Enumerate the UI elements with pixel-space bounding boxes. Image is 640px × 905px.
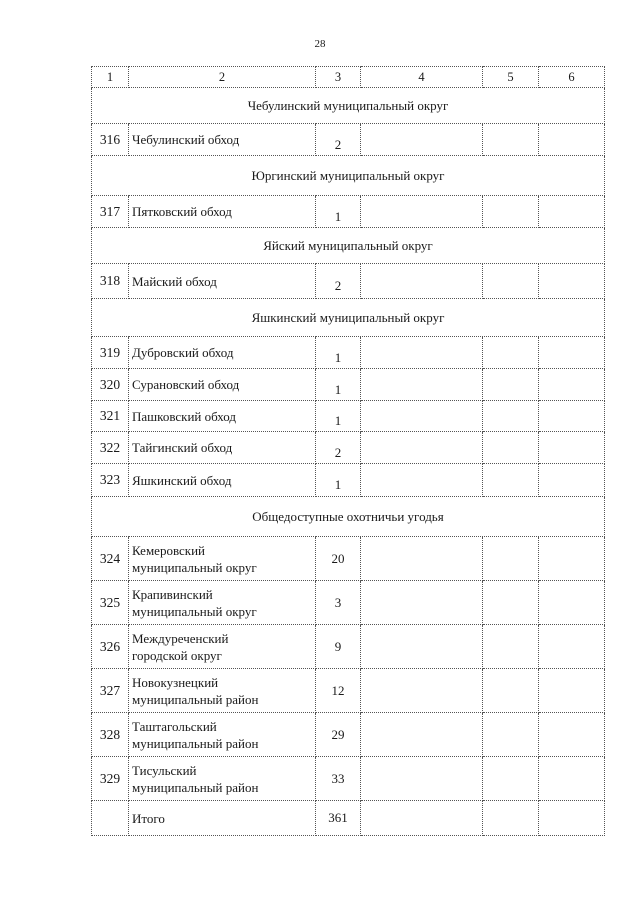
row-number: 328	[92, 713, 129, 757]
row-name	[129, 581, 316, 625]
table-row	[92, 581, 605, 625]
row-name: Пятковский обход	[129, 196, 316, 228]
section-header-row	[92, 156, 605, 196]
row-name: Яшкинский обход	[129, 464, 316, 497]
row-quantity: 29	[316, 713, 361, 757]
row-number: 321	[92, 401, 129, 432]
row-name: Сурановский обход	[129, 369, 316, 401]
section-header-row	[92, 299, 605, 337]
column-header: 2	[129, 67, 316, 88]
row-name	[129, 537, 316, 581]
column-header: 4	[361, 67, 483, 88]
section-header-row	[92, 88, 605, 124]
empty-cell	[483, 464, 539, 497]
table-row	[92, 337, 605, 369]
row-number: 320	[92, 369, 129, 401]
row-name-line: муниципальный округ	[132, 603, 257, 619]
row-quantity: 33	[316, 757, 361, 801]
section-header-row	[92, 497, 605, 537]
empty-cell	[483, 713, 539, 757]
row-quantity	[316, 464, 361, 497]
hunting-grounds-table	[91, 66, 605, 836]
empty-cell	[361, 124, 483, 156]
section-title: Яйский муниципальный округ	[92, 228, 605, 264]
row-quantity	[316, 337, 361, 369]
empty-cell	[539, 537, 605, 581]
row-name: Дубровский обход	[129, 337, 316, 369]
empty-cell	[539, 581, 605, 625]
row-name: Пашковский обход	[129, 401, 316, 432]
empty-cell	[483, 757, 539, 801]
column-header: 5	[483, 67, 539, 88]
empty-cell	[483, 369, 539, 401]
empty-cell	[361, 264, 483, 299]
row-name	[129, 669, 316, 713]
table-row	[92, 196, 605, 228]
table-row	[92, 537, 605, 581]
row-number: 327	[92, 669, 129, 713]
row-name-line: городской округ	[132, 647, 222, 663]
empty-cell	[361, 537, 483, 581]
row-number: 323	[92, 464, 129, 497]
empty-cell	[539, 369, 605, 401]
row-name-line: муниципальный район	[132, 691, 259, 707]
section-title: Чебулинский муниципальный округ	[92, 88, 605, 124]
row-name-line: муниципальный район	[132, 735, 259, 751]
table-row	[92, 401, 605, 432]
empty-cell	[483, 124, 539, 156]
row-quantity	[316, 369, 361, 401]
column-header: 6	[539, 67, 605, 88]
row-name	[129, 713, 316, 757]
row-quantity-value: 2	[334, 136, 342, 152]
empty-cell	[483, 264, 539, 299]
row-name	[129, 625, 316, 669]
row-quantity-value: 1	[334, 477, 342, 492]
row-quantity	[316, 124, 361, 156]
empty-cell	[361, 669, 483, 713]
row-quantity-value: 2	[334, 444, 342, 460]
row-name-line: муниципальный округ	[132, 559, 257, 575]
row-name-line: Кемеровский	[132, 542, 206, 558]
empty-cell	[361, 581, 483, 625]
row-number: 329	[92, 757, 129, 801]
row-quantity	[316, 196, 361, 228]
row-quantity-value: 1	[334, 413, 342, 428]
table-row	[92, 124, 605, 156]
column-header: 3	[316, 67, 361, 88]
row-number: 316	[92, 124, 129, 156]
empty-cell	[361, 757, 483, 801]
table-row	[92, 369, 605, 401]
empty-cell	[361, 337, 483, 369]
row-name-line: Крапивинский	[132, 586, 213, 602]
row-quantity-value: 1	[334, 208, 342, 224]
empty-cell	[483, 801, 539, 836]
empty-cell	[483, 337, 539, 369]
row-name-line: Таштагольский	[132, 718, 217, 734]
row-quantity: 20	[316, 537, 361, 581]
row-name: Чебулинский обход	[129, 124, 316, 156]
row-quantity-value: 1	[334, 349, 342, 365]
empty-cell	[361, 401, 483, 432]
empty-cell	[539, 337, 605, 369]
section-header-row	[92, 228, 605, 264]
row-name: Тайгинский обход	[129, 432, 316, 464]
empty-cell	[361, 625, 483, 669]
row-quantity: 9	[316, 625, 361, 669]
row-number: 319	[92, 337, 129, 369]
row-quantity	[316, 432, 361, 464]
empty-cell	[361, 801, 483, 836]
empty-cell	[539, 464, 605, 497]
row-quantity	[316, 264, 361, 299]
empty-cell	[483, 625, 539, 669]
empty-cell	[483, 669, 539, 713]
empty-cell	[539, 757, 605, 801]
empty-cell	[361, 369, 483, 401]
row-quantity: 3	[316, 581, 361, 625]
row-quantity	[316, 401, 361, 432]
row-number: 326	[92, 625, 129, 669]
row-quantity: 12	[316, 669, 361, 713]
row-number: 322	[92, 432, 129, 464]
row-name: Майский обход	[129, 264, 316, 299]
section-title: Яшкинский муниципальный округ	[92, 299, 605, 337]
total-quantity: 361	[316, 801, 361, 836]
section-title: Юргинский муниципальный округ	[92, 156, 605, 196]
empty-cell	[361, 432, 483, 464]
row-name-line: Тисульский	[132, 762, 197, 778]
total-row	[92, 801, 605, 836]
total-label: Итого	[129, 801, 316, 836]
row-name-line: Междуреченский	[132, 630, 229, 646]
empty-cell	[539, 124, 605, 156]
page-number: 28	[314, 38, 326, 50]
empty-cell	[539, 264, 605, 299]
section-title: Общедоступные охотничьи угодья	[92, 497, 605, 537]
empty-cell	[92, 801, 129, 836]
table-row	[92, 669, 605, 713]
row-quantity-value: 2	[334, 278, 342, 293]
empty-cell	[361, 713, 483, 757]
empty-cell	[539, 713, 605, 757]
table-row	[92, 264, 605, 299]
row-quantity-value: 1	[334, 381, 342, 397]
row-name-line: Новокузнецкий	[132, 674, 219, 690]
row-number: 324	[92, 537, 129, 581]
empty-cell	[483, 196, 539, 228]
table-row	[92, 625, 605, 669]
empty-cell	[539, 432, 605, 464]
empty-cell	[539, 196, 605, 228]
table-row	[92, 464, 605, 497]
row-number: 317	[92, 196, 129, 228]
row-number: 318	[92, 264, 129, 299]
empty-cell	[483, 581, 539, 625]
empty-cell	[483, 432, 539, 464]
empty-cell	[539, 669, 605, 713]
empty-cell	[539, 625, 605, 669]
empty-cell	[539, 801, 605, 836]
empty-cell	[483, 401, 539, 432]
column-header: 1	[92, 67, 129, 88]
row-number: 325	[92, 581, 129, 625]
row-name	[129, 757, 316, 801]
empty-cell	[483, 537, 539, 581]
table-row	[92, 713, 605, 757]
table-row	[92, 432, 605, 464]
column-header-row	[92, 67, 605, 88]
empty-cell	[361, 464, 483, 497]
empty-cell	[539, 401, 605, 432]
empty-cell	[361, 196, 483, 228]
row-name-line: муниципальный район	[132, 779, 259, 795]
table-row	[92, 757, 605, 801]
